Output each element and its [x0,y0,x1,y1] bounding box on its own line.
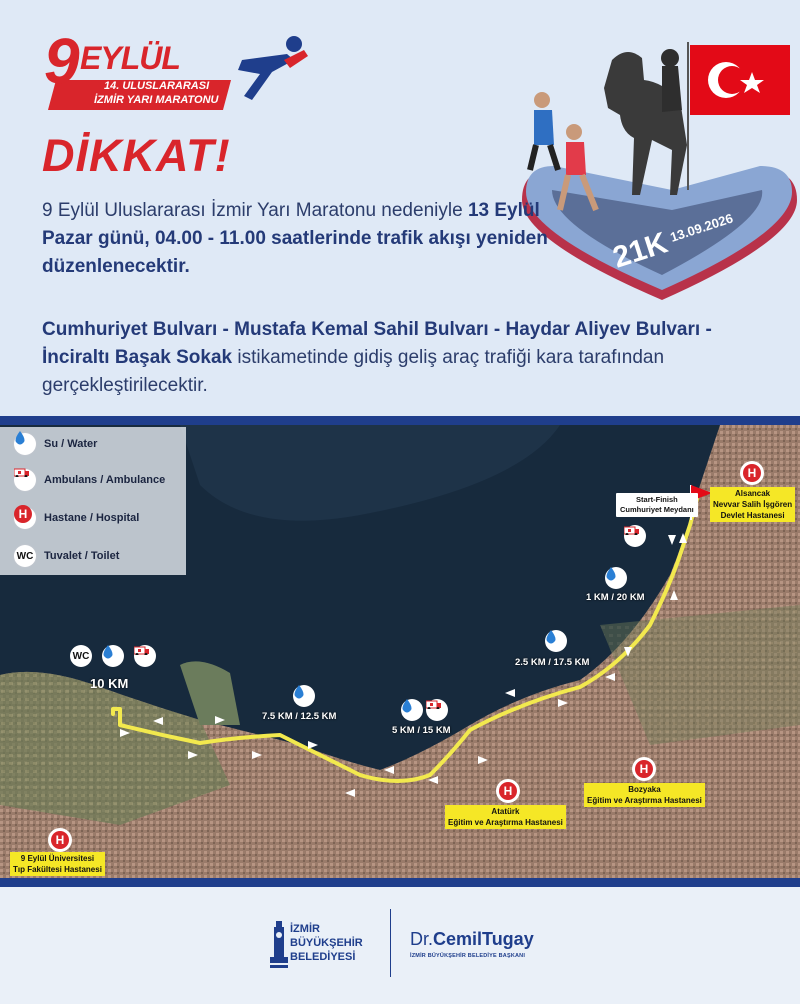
route-map [0,425,800,878]
hospital-label-line: Eğitim ve Araştırma Hastanesi [448,818,563,827]
hospital-icon: H [740,461,764,485]
clock-tower-icon [270,921,288,969]
hospital-label-line: 9 Eylül Üniversitesi [20,854,95,863]
logo-eylul: EYLÜL [80,40,180,76]
legend-label: Hastane / Hospital [44,512,140,524]
hospital-label-line: Alsancak [735,489,771,498]
logo-nine: 9 [44,25,80,97]
toilet-icon: WC [14,545,36,567]
izmir-line2: BÜYÜKŞEHİR [290,937,363,949]
hospital-label-bozyaka [584,783,705,807]
route-plain: istikametinde gidiş geliş araç trafiği kara tarafından gerçekleştirilecektir. [42,347,665,396]
ambulance-icon [624,525,646,547]
svg-text:H: H [18,507,28,521]
hospital-label-line: Atatürk [491,807,520,816]
footer [0,887,800,1004]
intro-text [42,197,562,281]
mayor-name-text: CemilTugay [433,929,534,949]
map-legend [0,427,186,575]
ambulance-icon [134,645,156,667]
hospital-label-alsancak [710,487,795,522]
logo-line2: İZMİR YARI MARATONU [94,94,219,106]
hospital-label-line: Nevvar Salih İşgören [713,500,793,509]
legend-ambulance [14,467,165,493]
ambulance-icon [426,699,448,721]
start-finish-label [616,493,698,517]
water-drop-icon [545,630,567,652]
event-logo [42,25,312,115]
km-label-7-5: 7.5 KM / 12.5 KM [262,711,337,722]
hospital-icon: H [496,779,520,803]
map-bottom-rule [0,878,800,887]
km-label-10: 10 KM [90,676,129,691]
route-text [42,316,762,400]
intro-plain: 9 Eylül Uluslararası İzmir Yarı Maratonu nedeniyle [42,200,468,221]
start-finish-line2: Cumhuriyet Meydanı [620,505,694,514]
water-drop-icon [14,433,36,455]
route-bold: Cumhuriyet Bulvarı - Mustafa Kemal Sahil Bulvarı - Haydar Aliyev Bulvarı - İnciraltı Başak Sokak [42,319,712,368]
legend-label: Tuvalet / Toilet [44,550,120,562]
mayor-name [410,929,534,950]
km-label-2-5: 2.5 KM / 17.5 KM [515,657,590,668]
km-label-5: 5 KM / 15 KM [392,725,451,736]
hospital-label-line: Devlet Hastanesi [720,511,785,520]
hospital-label-dokuz-eylul [10,852,105,876]
footer-divider [390,909,391,977]
intro-bold: 13 Eylül Pazar günü, 04.00 - 11.00 saatlerinde trafik akışı yeniden düzenlenecektir. [42,200,548,277]
hospital-icon [14,507,36,529]
hero-badge-text: 21K [608,226,672,275]
water-drop-icon [102,645,124,667]
hospital-icon: H [48,828,72,852]
ambulance-icon [14,469,36,491]
izmir-line3: BELEDİYESİ [290,951,356,963]
hospital-label-line: Bozyaka [628,785,661,794]
mayor-prefix: Dr. [410,929,434,949]
water-drop-icon [401,699,423,721]
legend-label: Ambulans / Ambulance [44,474,166,486]
km-label-1: 1 KM / 20 KM [586,592,645,603]
hospital-label-line: Eğitim ve Araştırma Hastanesi [587,796,702,805]
start-finish-line1: Start-Finish [636,495,678,504]
legend-label: Su / Water [44,438,98,450]
izmir-line1: İZMİR [290,923,320,935]
toilet-icon: WC [70,645,92,667]
water-drop-icon [293,685,315,707]
hospital-label-line: Tıp Fakültesi Hastanesi [13,865,102,874]
legend-hospital [14,505,139,531]
water-drop-icon [605,567,627,589]
page-title: DİKKAT! [42,130,231,181]
runner-icon [232,30,312,110]
izmir-municipality-logo [270,921,380,971]
hospital-label-ataturk [445,805,566,829]
mayor-title: İZMİR BÜYÜKŞEHİR BELEDİYE BAŞKANI [410,953,526,959]
legend-toilet [14,543,119,569]
logo-line1: 14. ULUSLARARASI [104,80,210,92]
hero-date: 13.09.2026 [668,210,735,245]
hospital-icon: H [632,757,656,781]
map-top-rule [0,416,800,425]
legend-water [14,431,97,457]
